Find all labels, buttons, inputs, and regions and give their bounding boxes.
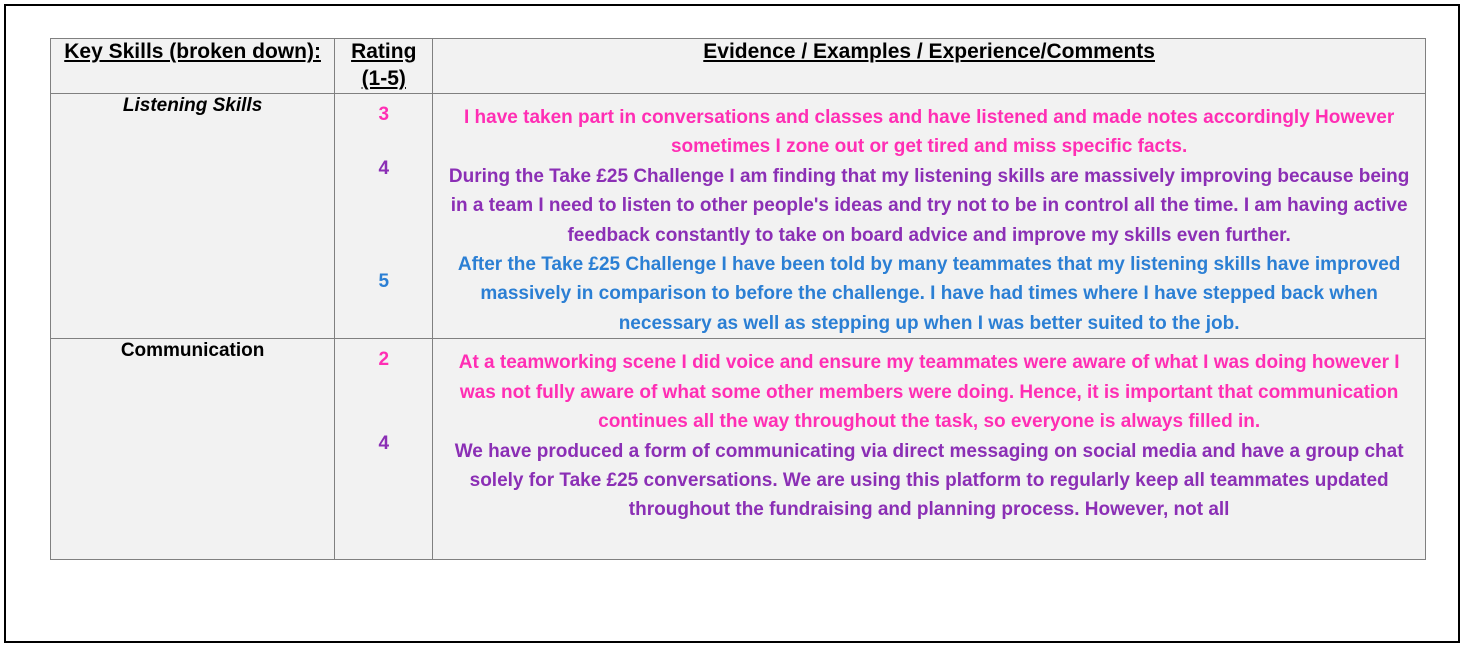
header-cell-evidence	[433, 39, 1426, 94]
evidence-cell-listening	[433, 93, 1426, 339]
table-body	[51, 93, 1426, 559]
header-cell-rating	[335, 39, 433, 94]
rating-value: 3	[378, 103, 390, 125]
evidence-text: After the Take £25 Challenge I have been told by many teammates that my listening skills have improved massively in comparison to before the challenge. I have had times where I have stepped back when necessary as well as stepping up when I was better suited to the job.	[457, 253, 1401, 334]
header-label-skills: Key Skills (broken down):	[64, 40, 321, 63]
skill-label: Listening Skills	[122, 94, 263, 116]
rating-cell-communication	[335, 339, 433, 560]
rating-value: 4	[378, 432, 390, 454]
rating-value: 4	[378, 157, 390, 179]
rating-value: 5	[378, 270, 390, 292]
skills-table-container	[50, 38, 1426, 560]
evidence-text: I have taken part in conversations and classes and have listened and made notes accordingly However sometimes I zone out or get tired and miss specific facts.	[463, 106, 1395, 158]
skill-label: Communication	[120, 340, 265, 362]
skill-cell-listening	[51, 93, 335, 339]
header-cell-skills	[51, 39, 335, 94]
table-row	[51, 339, 1426, 560]
rating-value: 2	[378, 349, 390, 371]
table-row	[51, 93, 1426, 339]
evidence-text: At a teamworking scene I did voice and ensure my teammates were aware of what I was doing however I was not fully aware of what some other members were doing. Hence, it is important that communication continues all the way throughout the task, so everyone is always filled in.	[458, 352, 1400, 433]
evidence-text: We have produced a form of communicating via direct messaging on social media and have a group chat solely for Take £25 conversations. We are using this platform to regularly keep all teammates updated throughout the fundraising and planning process. However, not all	[454, 440, 1404, 521]
header-label-rating: Rating	[351, 40, 417, 63]
evidence-cell-communication	[433, 339, 1426, 560]
document-page	[4, 4, 1460, 643]
table-header-row	[51, 39, 1426, 94]
evidence-text: During the Take £25 Challenge I am finding that my listening skills are massively improving because being in a team I need to listen to other people's ideas and try not to be in control all the time. I am having active feedback constantly to take on board advice and improve my skills even further.	[448, 165, 1410, 246]
header-label-evidence: Evidence / Examples / Experience/Comments	[703, 40, 1155, 63]
skill-cell-communication	[51, 339, 335, 560]
skills-evidence-table	[50, 38, 1426, 560]
rating-cell-listening	[335, 93, 433, 339]
header-label-rating-scale: (1-5)	[361, 66, 406, 90]
